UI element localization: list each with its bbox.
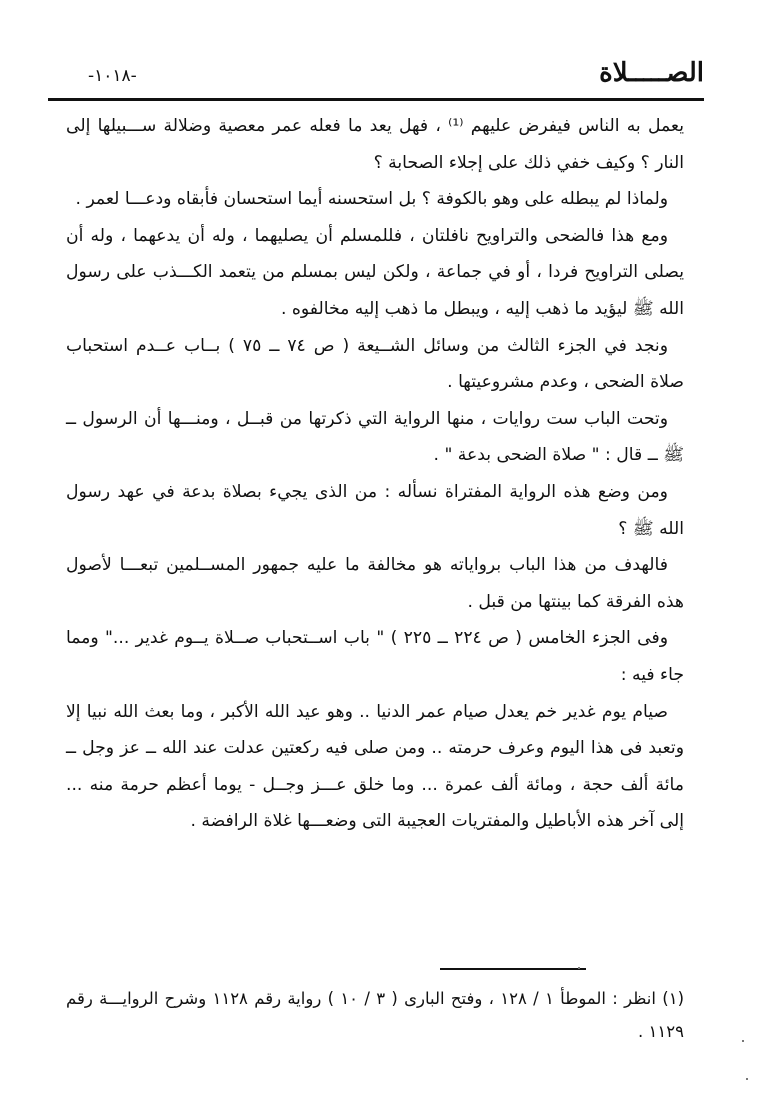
paragraph: ولماذا لم يبطله على وهو بالكوفة ؟ بل استحسنه أيما استحسان فأبقاه ودعـــا لعمر . [75,189,668,210]
paragraph: فالهدف من هذا الباب برواياته هو مخالفة ما عليه جمهور المســلمين تبعـــا لأصول هذه الفرقة كما بينتها من قبل . [66,555,684,612]
paragraph: ومن وضع هذه الرواية المفتراة نسأله : من الذى يجيء بصلاة بدعة في عهد رسول الله ﷺ ؟ [66,481,684,539]
paragraph: وتحت الباب ست روايات ، منها الرواية التي ذكرتها من قبــل ، ومنـــها أن الرسول ــ ﷺ ــ قال : " صلاة الضحى بدعة " . [66,408,684,466]
scan-speck [742,1040,744,1042]
chapter-title: الصـــــلاة [599,58,704,88]
paragraph: ومع هذا فالضحى والتراويح نافلتان ، فللمسلم أن يصليهما ، وله أن يدعهما ، وله أن يصلى التراويح فردا ، أو في جماعة ، ولكن ليس بمسلم من يتعمد الكـــذب على رسول الله ﷺ ليؤيد ما ذهب إليه ، ويبطل ما ذهب إليه مخالفوه . [66,225,684,319]
paragraph: يعمل به الناس فيفرض عليهم ⁽¹⁾ ، فهل يعد ما فعله عمر معصية وضلالة ســـبيلها إلى النار ؟ وكيف خفي ذلك على إجلاء الصحابة ؟ [66,116,684,173]
page-header [48,58,704,101]
page-number: -١٠١٨- [88,66,137,86]
paragraph: ونجد في الجزء الثالث من وسائل الشــيعة ( ص ٧٤ ــ ٧٥ ) بــاب عــدم استحباب صلاة الضحى ، وعدم مشروعيتها . [66,335,684,393]
main-text [66,108,684,840]
scan-speck [578,967,580,969]
footnote-text: (١) انظر : الموطأ ١ / ١٢٨ ، وفتح البارى ( ٣ / ١٠ ) رواية رقم ١١٢٨ وشرح الروايـــة رقم ١١٢٩ . [66,989,684,1041]
paragraph: صيام يوم غدير خم يعدل صيام عمر الدنيا .. وهو عيد الله الأكبر ، وما بعث الله نبيا إلا وتعبد فى هذا اليوم وعرف حرمته .. ومن صلى فيه ركعتين عدلت عند الله ــ عز وجل ــ مائة ألف حجة ، ومائة ألف عمرة ... وما خلق عـــز وجــل - يوما أعظم حرمة منه ... إلى آخر هذه الأباطيل والمفتريات العجيبة التى وضعـــها غلاة الرافضة . [66,701,684,832]
paragraph: وفى الجزء الخامس ( ص ٢٢٤ ــ ٢٢٥ ) " باب اســتحباب صــلاة يــوم غدير ..." ومما جاء فيه : [66,628,684,685]
footnote [66,982,684,1048]
footnote-divider [440,968,586,970]
scan-speck [746,1078,748,1080]
